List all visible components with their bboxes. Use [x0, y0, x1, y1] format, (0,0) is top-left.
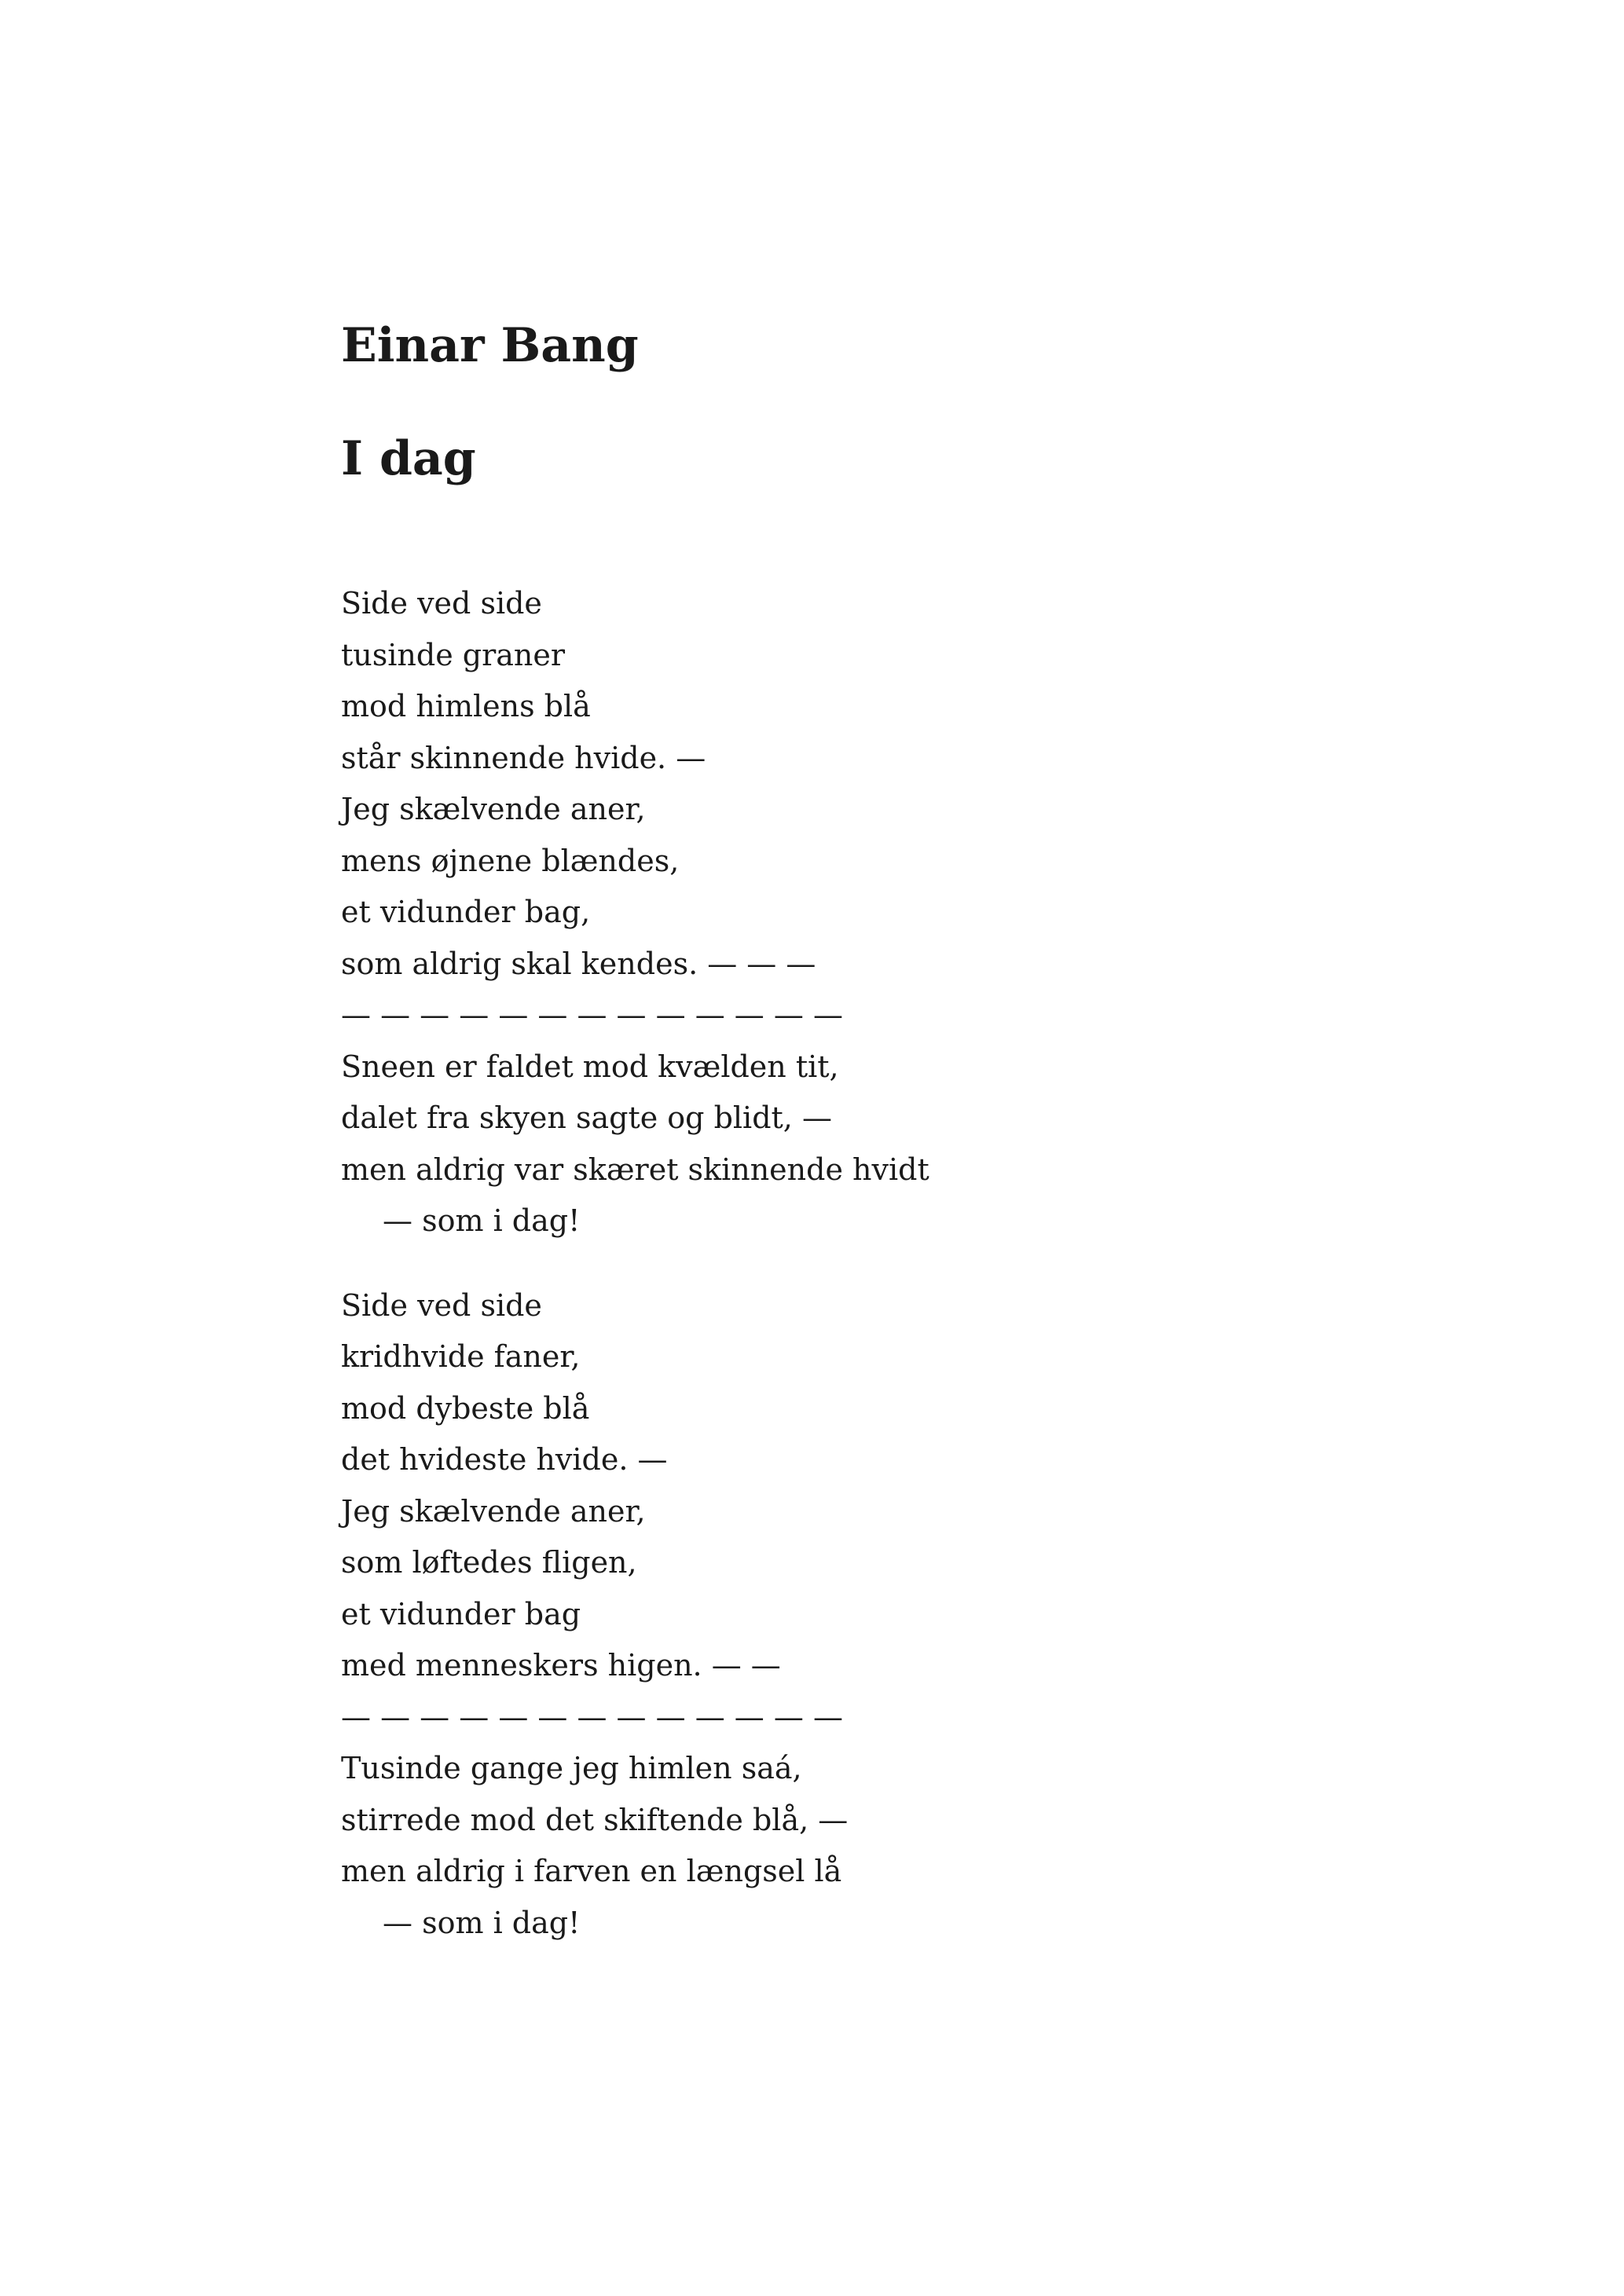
poem-line: mens øjnene blændes,	[341, 843, 680, 878]
refrain-line: — som i dag!	[383, 1905, 581, 1940]
stanza-2	[341, 1280, 1441, 1950]
poem-line: som aldrig skal kendes. — — —	[341, 946, 816, 981]
poem-line: stirrede mod det skiftende blå, —	[341, 1802, 849, 1837]
author-name: Einar Bang	[341, 318, 639, 373]
poem-line: kridhvide faner,	[341, 1339, 581, 1374]
poem-body	[341, 578, 1441, 1949]
poem-line: Jeg skælvende aner,	[341, 792, 646, 826]
stanza-1	[341, 578, 1441, 1247]
poem-line: dalet fra skyen sagte og blidt, —	[341, 1100, 832, 1135]
poem-line: Side ved side	[341, 586, 542, 621]
poem-line: mod dybeste blå	[341, 1390, 590, 1426]
document-page	[341, 0, 1441, 2296]
poem-line: men aldrig var skæret skinnende hvidt	[341, 1152, 929, 1187]
poem-title: I dag	[341, 431, 476, 486]
refrain-line: — som i dag!	[383, 1203, 581, 1238]
dash-separator: — — — — — — — — — — — — —	[341, 1699, 843, 1734]
poem-line: Side ved side	[341, 1287, 542, 1323]
poem-line: et vidunder bag,	[341, 895, 591, 929]
poem-line: et vidunder bag	[341, 1596, 581, 1631]
poem-line: står skinnende hvide. —	[341, 740, 706, 775]
dash-separator: — — — — — — — — — — — — —	[341, 998, 843, 1032]
poem-line: mod himlens blå	[341, 689, 591, 723]
poem-line: det hvideste hvide. —	[341, 1442, 668, 1477]
poem-line: men aldrig i farven en længsel lå	[341, 1854, 842, 1888]
poem-line: tusinde graner	[341, 637, 566, 672]
poem-line: Jeg skælvende aner,	[341, 1493, 646, 1529]
poem-line: Tusinde gange jeg himlen saá,	[341, 1751, 802, 1785]
poem-line: med menneskers higen. — —	[341, 1648, 781, 1683]
poem-line: som løftedes fligen,	[341, 1545, 637, 1580]
poem-line: Sneen er faldet mod kvælden tit,	[341, 1049, 839, 1084]
